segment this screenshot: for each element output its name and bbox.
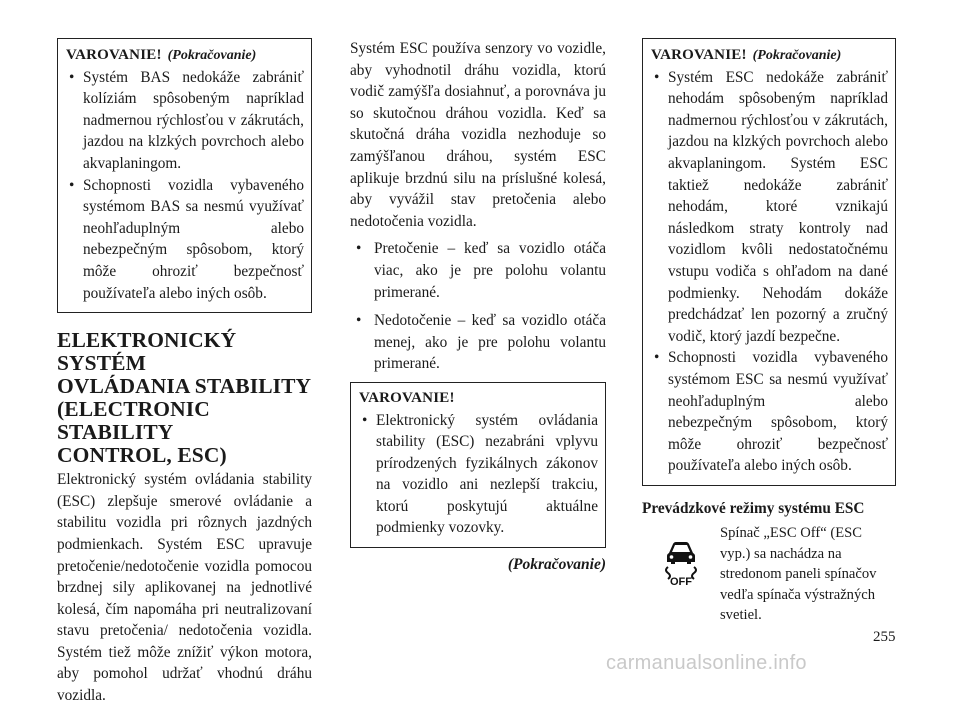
- section-heading: [57, 329, 312, 467]
- esc-off-switch-row: [642, 523, 896, 626]
- esc-description-paragraph: Elektronický systém ovládania stability (ESC) zlepšuje smerové ovládanie a stabilitu vozidla pri rôznych jazdných podmienkach. Systém ESC upravuje pretočenie/nedotočenie vozidla pomocou brzdnej sily aplikovanej na jednotlivé kolesá, čím napomáha pri neutralizovaní stavu pretočenia/ nedotočenia vozidla. Systém tiež môže znížiť výkon motora, aby pomohol udržať vhodnú dráhu vozidla.: [57, 471, 312, 705]
- heading-line: CONTROL, ESC): [57, 443, 227, 468]
- heading-line: (ELECTRONIC STABILITY: [57, 397, 210, 445]
- warning-item: • Systém ESC nedokáže zabrániť nehodám spôsobeným napríklad nadmernou rýchlosťou v zákrutách, jazdou na klzkých povrchoch alebo akvaplaningom. Systém ESC taktiež nedokáže zabrániť nehodám, ktoré vznikajú následkom straty kontroly nad vozidlom kvôli nedostatočnému vstupu vodiča s ohľadom na dané podmienky. Nehodám dokáže predchádzať len pozorný a zručný vodič, ktorý jazdí bezpečne.: [651, 67, 888, 348]
- steering-bullets: [350, 238, 606, 375]
- esc-intro-paragraph: Systém ESC používa senzory vo vozidle, aby vyhodnotil dráhu vozidla, ktorú vodič zamýšľa dosiahnuť, a porovnáva ju so skutočnou dráhou vozidla. Keď sa skutočná dráha vozidla nezhoduje so zamýšľanou dráhou, systém ESC aplikuje brzdnú silu na príslušné kolesá, aby vyvážil stav pretočenia alebo nedotočenia vozidla.: [350, 40, 606, 230]
- warning-item: • Elektronický systém ovládania stability (ESC) nezabráni vplyvu prírodzených fyzikálnych zákonov na vozidlo ani nezlepší trakciu, ktorú poskytujú aktuálne podmienky vozovky.: [359, 410, 598, 540]
- oversteer-item: • Pretočenie – keď sa vozidlo otáča viac, ako je pre polohu volantu primerané.: [350, 238, 606, 303]
- warning-header: [66, 44, 304, 67]
- warning-list: [66, 67, 304, 305]
- warning-title: VAROVANIE!: [651, 47, 747, 63]
- warning-item: • Systém BAS nedokáže zabrániť kolíziám spôsobeným napríklad nadmernou rýchlosťou v zákrutách, jazdou na klzkých povrchoch alebo akvaplaningom.: [66, 67, 304, 175]
- warning-header: [651, 44, 888, 67]
- warning-list: [359, 410, 598, 540]
- warning-list: [651, 67, 888, 477]
- warning-title: VAROVANIE!: [359, 389, 455, 406]
- warning-title: VAROVANIE!: [66, 47, 162, 63]
- warning-box-bas: [57, 38, 312, 313]
- heading-line: ELEKTRONICKÝ SYSTÉM: [57, 328, 237, 376]
- esc-off-icon-label: OFF: [670, 576, 692, 588]
- page-number: 255: [873, 629, 896, 645]
- warning-item: • Schopnosti vozidla vybaveného systémom BAS sa nesmú využívať neohľaduplným alebo nebezpečným spôsobom, ktorý môže ohroziť bezpečnosť používateľa alebo iných osôb.: [66, 175, 304, 305]
- understeer-item: • Nedotočenie – keď sa vozidlo otáča menej, ako je pre polohu volantu primerané.: [350, 310, 606, 375]
- warning-continued: (Pokračovanie): [167, 48, 257, 63]
- heading-line: OVLÁDANIA STABILITY: [57, 374, 312, 399]
- warning-continued: (Pokračovanie): [752, 48, 842, 63]
- esc-modes-subheading: Prevádzkové režimy systému ESC: [642, 499, 865, 517]
- esc-off-icon: [654, 533, 708, 587]
- column-2: [350, 38, 606, 576]
- warning-item: • Schopnosti vozidla vybaveného systémom ESC sa nesmú využívať neohľaduplným alebo nebezpečným spôsobom, ktorý môže ohroziť bezpečnosť používateľa alebo iných osôb.: [651, 347, 888, 477]
- warning-box-esc-continued: [642, 38, 896, 486]
- watermark: carmanualsonline.info: [606, 652, 807, 674]
- column-3: [642, 38, 896, 626]
- warning-box-esc: [350, 382, 606, 548]
- esc-switch-description: Spínač „ESC Off“ (ESC vyp.) sa nachádza na stredonom paneli spínačov vedľa spínača výstražných svetiel.: [720, 525, 877, 624]
- continued-note: (Pokračovanie): [507, 556, 606, 574]
- column-1: [57, 38, 312, 707]
